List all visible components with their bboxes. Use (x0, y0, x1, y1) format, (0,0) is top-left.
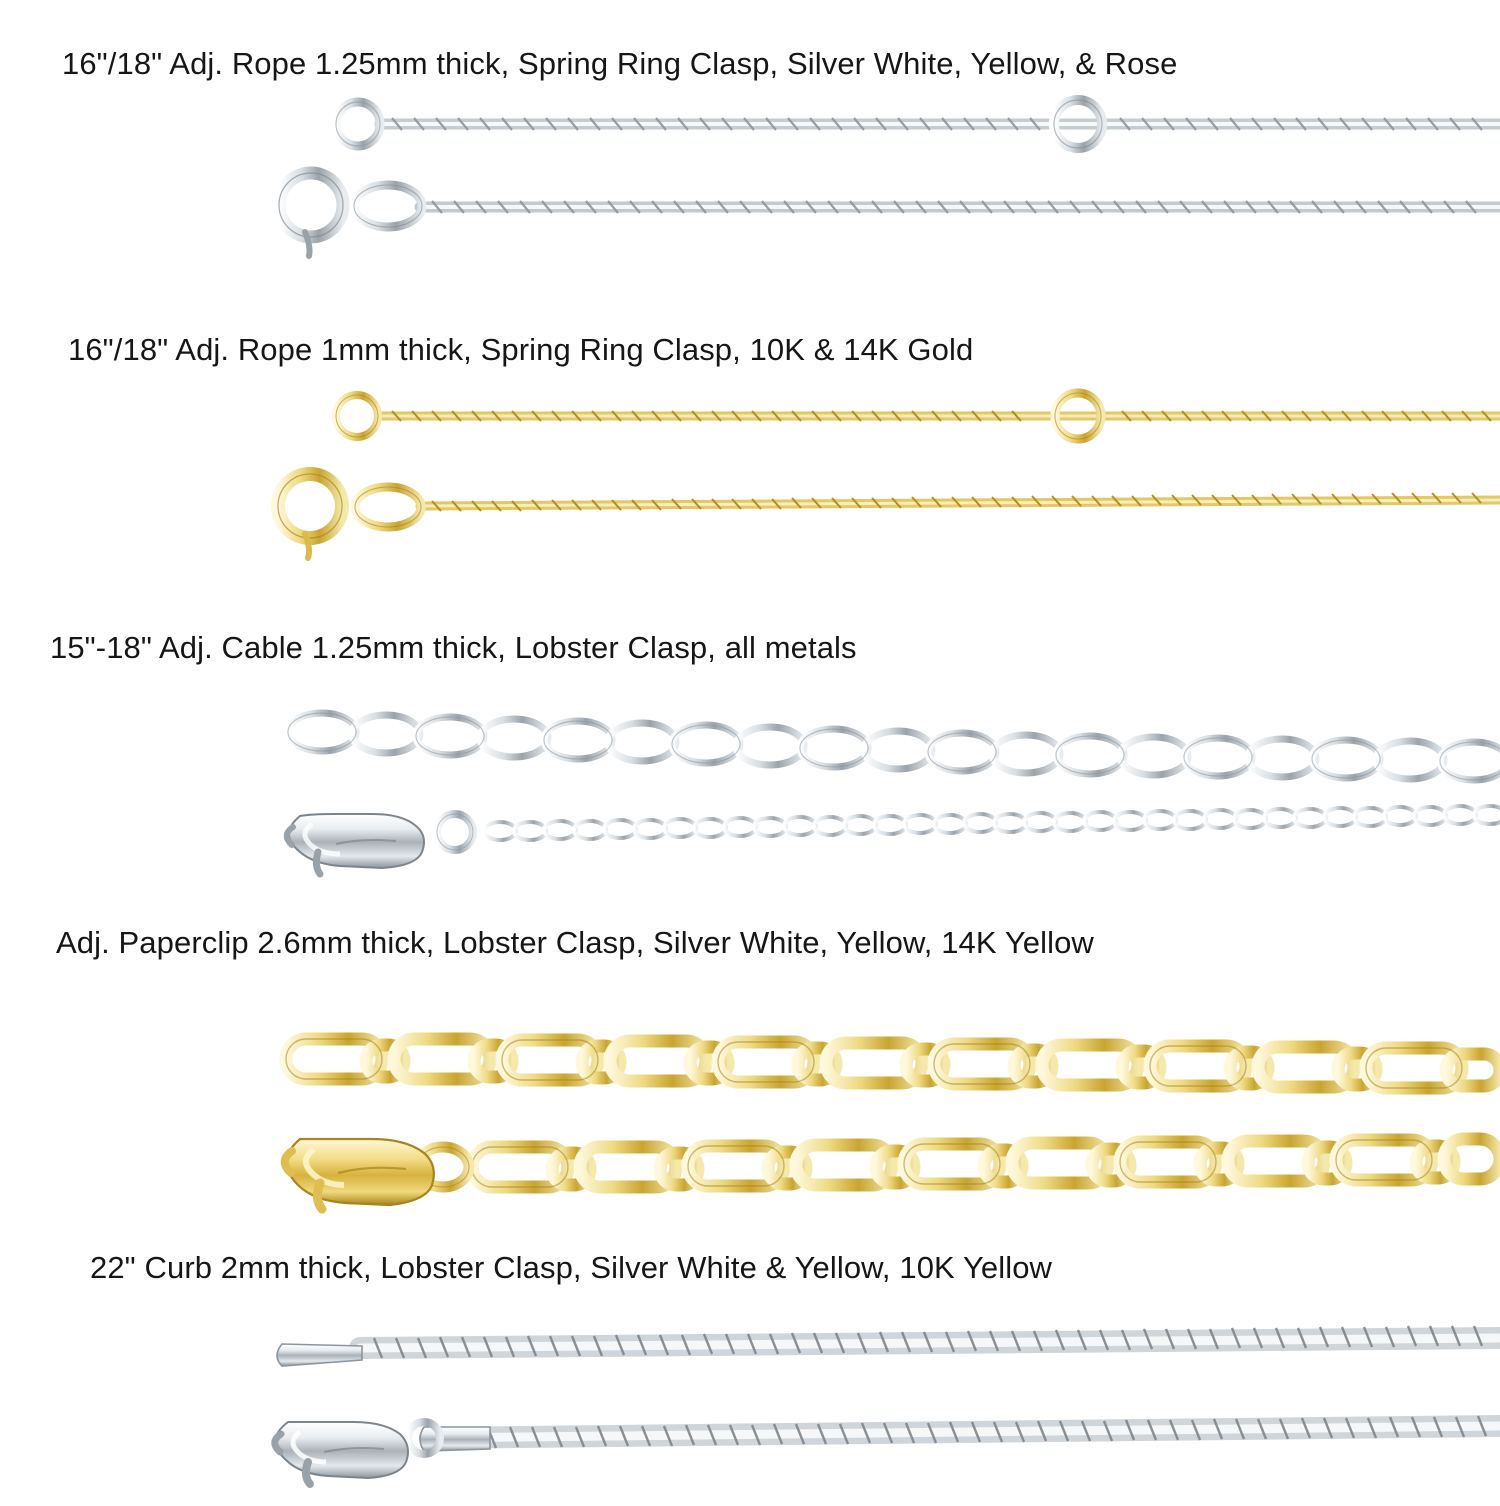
cable-extender-links (288, 713, 1500, 780)
rope-strand-lower-gold (278, 474, 1500, 558)
paperclip-row-lower (472, 1139, 1500, 1187)
chain-image-rope-gold (0, 368, 1500, 568)
chain-image-paperclip-gold (0, 961, 1500, 1221)
curb-strand-lower (275, 1416, 1500, 1484)
chain-option-rope-silver (0, 46, 1500, 282)
cable-chain-fine (484, 806, 1500, 840)
chain-option-rope-gold (0, 332, 1500, 568)
chain-option-curb-silver (0, 1250, 1500, 1506)
chain-option-paperclip-gold (0, 925, 1500, 1221)
spring-ring-clasp (279, 173, 343, 256)
lobster-clasp-gold (285, 1139, 434, 1209)
chain-image-rope-silver (0, 82, 1500, 282)
chain-caption: Adj. Paperclip 2.6mm thick, Lobster Clasp, Silver White, Yellow, 14K Yellow (56, 925, 1094, 960)
lobster-clasp (287, 814, 424, 874)
chain-image-cable-silver (0, 666, 1500, 886)
chain-caption: 16"/18" Adj. Rope 1.25mm thick, Spring Ring Clasp, Silver White, Yellow, & Rose (62, 46, 1178, 81)
lobster-clasp-curb (275, 1422, 408, 1484)
rope-strand-upper (336, 100, 1500, 148)
curb-strand-upper (277, 1326, 1500, 1366)
chain-caption: 22" Curb 2mm thick, Lobster Clasp, Silver White & Yellow, 10K Yellow (90, 1250, 1053, 1285)
rope-strand-upper-gold (336, 393, 1500, 439)
chain-image-curb-silver (0, 1286, 1500, 1506)
paperclip-row-upper (286, 1039, 1500, 1088)
spring-ring-clasp-gold (278, 474, 342, 558)
rope-strand-lower (279, 173, 1500, 256)
chain-caption: 15"-18" Adj. Cable 1.25mm thick, Lobster Clasp, all metals (50, 630, 857, 665)
chain-caption: 16"/18" Adj. Rope 1mm thick, Spring Ring Clasp, 10K & 14K Gold (68, 332, 974, 367)
chain-option-cable-silver (0, 630, 1500, 886)
